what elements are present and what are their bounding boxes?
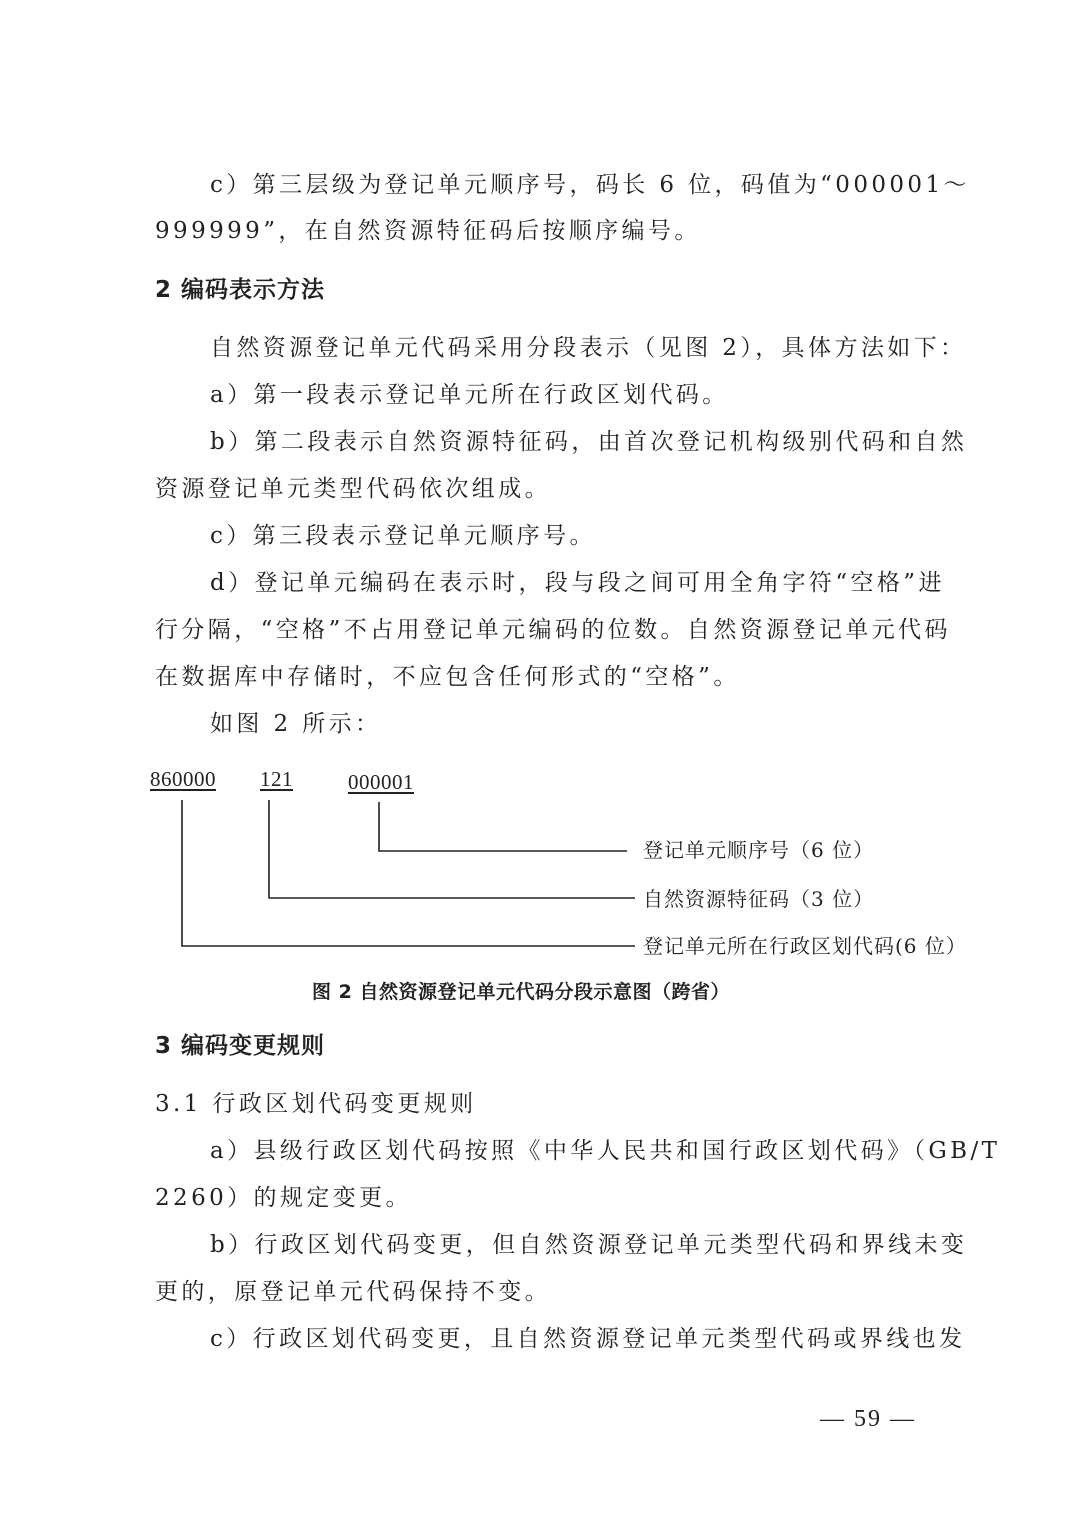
paragraph-3-1-a-line-1: a）县级行政区划代码按照《中华人民共和国行政区划代码》（GB/T [210,1138,1001,1164]
paragraph-intro: 自然资源登记单元代码采用分段表示（见图 2），具体方法如下： [210,335,967,361]
label-sequence-number: 登记单元顺序号（6 位） [643,838,875,862]
label-feature-code: 自然资源特征码（3 位） [643,887,875,911]
paragraph-3-1-b-line-2: 更的，原登记单元代码保持不变。 [155,1279,551,1305]
paragraph-a: a）第一段表示登记单元所在行政区划代码。 [210,382,729,408]
segment-3-code: 000001 [348,770,414,794]
section-heading-2: 2 编码表示方法 [155,277,326,303]
label-admin-code: 登记单元所在行政区划代码(6 位） [643,934,967,958]
paragraph-figure-intro: 如图 2 所示： [210,711,382,737]
figure-caption: 图 2 自然资源登记单元代码分段示意图（跨省） [312,981,730,1003]
paragraph-3-1-a-line-2: 2260）的规定变更。 [155,1185,412,1211]
paragraph-3-1-b-line-1: b）行政区划代码变更，但自然资源登记单元类型代码和界线未变 [210,1232,968,1258]
paragraph-c-2: c）第三段表示登记单元顺序号。 [210,523,596,549]
connector-feature [269,800,635,898]
connector-seq [379,802,627,851]
paragraph-3-1-c-line-1: c）行政区划代码变更，且自然资源登记单元类型代码或界线也发 [210,1326,966,1352]
paragraph-b-line-1: b）第二段表示自然资源特征码，由首次登记机构级别代码和自然 [210,429,968,455]
connector-admin [182,800,635,946]
page-number: — 59 — [820,1406,916,1432]
paragraph-d-line-3: 在数据库中存储时，不应包含任何形式的“空格”。 [155,664,740,690]
paragraph-c-line-2: 999999”，在自然资源特征码后按顺序编号。 [155,218,701,244]
paragraph-d-line-2: 行分隔，“空格”不占用登记单元编码的位数。自然资源登记单元代码 [155,617,951,643]
segment-1-code: 860000 [150,767,216,791]
paragraph-b-line-2: 资源登记单元类型代码依次组成。 [155,476,551,502]
subsection-heading-3-1: 3.1 行政区划代码变更规则 [155,1091,477,1117]
section-heading-3: 3 编码变更规则 [155,1033,326,1059]
segment-2-code: 121 [260,767,293,791]
paragraph-c-line-1: c）第三层级为登记单元顺序号，码长 6 位，码值为“000001～ [210,172,970,198]
paragraph-d-line-1: d）登记单元编码在表示时，段与段之间可用全角字符“空格”进 [210,570,945,596]
